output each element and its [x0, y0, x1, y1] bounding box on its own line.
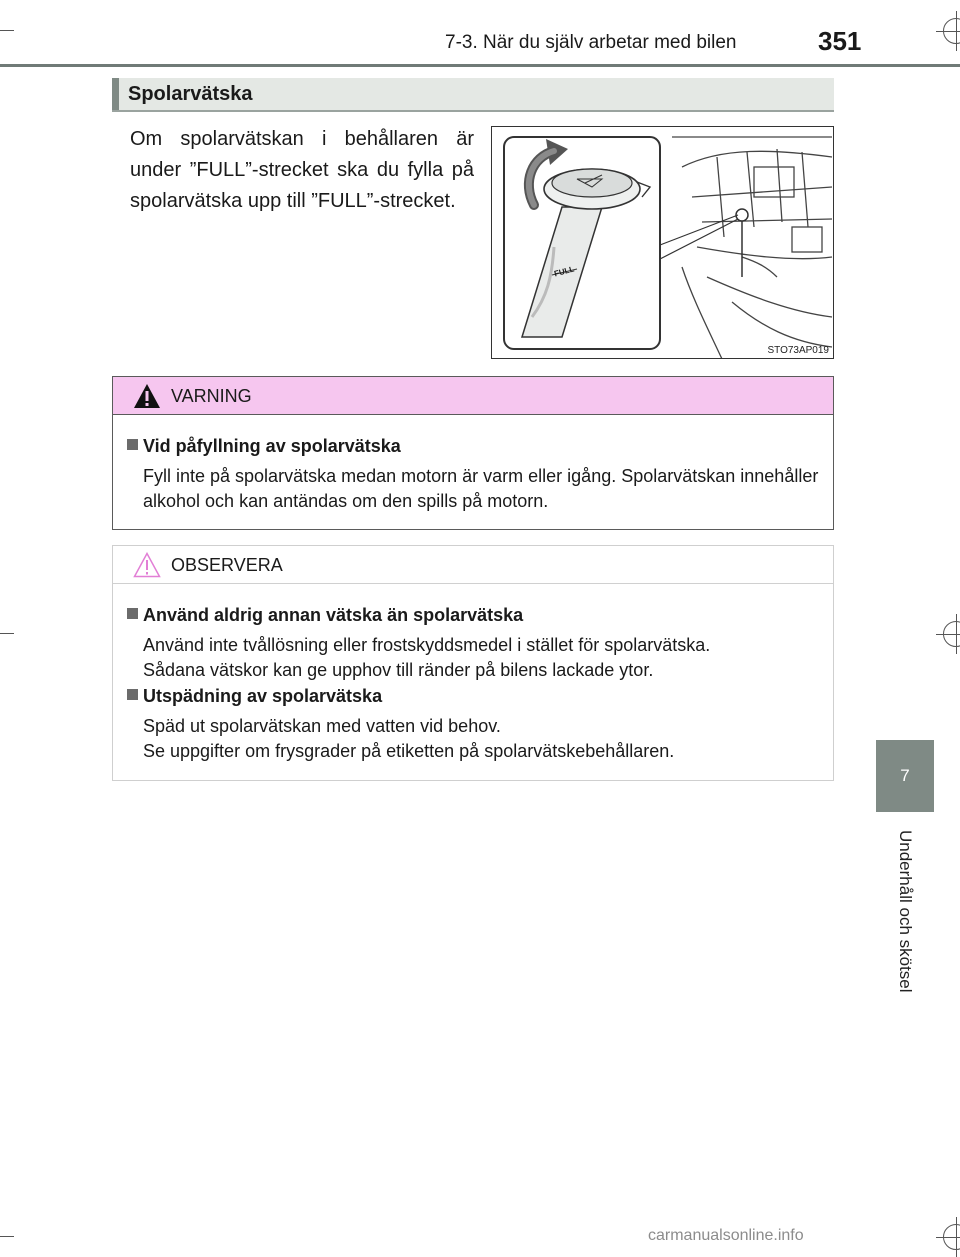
notice-item-line: Använd inte tvållösning eller frostskyddsmedel i stället för spolarvätska.	[143, 635, 711, 655]
crop-mark	[0, 633, 14, 634]
notice-item-title: Utspädning av spolarvätska	[143, 686, 383, 706]
notice-item	[127, 685, 821, 764]
section-body: Om spolarvätskan i behållaren är under ”FULL”-strecket ska du fylla på spolarvätska upp till ”FULL”-strecket.	[130, 128, 474, 212]
figure-code: STO73AP019	[767, 345, 829, 356]
warning-item-title: Vid påfyllning av spolarvätska	[143, 436, 401, 456]
chapter-title-vertical	[895, 830, 915, 1020]
notice-item-title: Använd aldrig annan vätska än spolarvätska	[143, 605, 524, 625]
chapter-tab[interactable]: 7	[876, 740, 934, 812]
bullet-square-icon	[127, 439, 138, 450]
chapter-title: Underhåll och skötsel	[896, 830, 915, 993]
bullet-square-icon	[127, 689, 138, 700]
section-title-bar	[112, 78, 834, 112]
notice-item	[127, 604, 821, 683]
registration-mark-icon	[943, 621, 960, 647]
notice-item-text	[127, 714, 821, 764]
crop-mark	[0, 1236, 14, 1237]
registration-mark-icon	[943, 1224, 960, 1250]
notice-box	[112, 545, 834, 781]
warning-label: VARNING	[171, 386, 252, 406]
registration-mark-icon	[943, 18, 960, 44]
notice-header	[113, 546, 833, 584]
crop-mark	[0, 30, 14, 31]
caution-triangle-icon	[133, 552, 161, 578]
page-number: 351	[818, 26, 862, 56]
footer-watermark[interactable]: carmanualsonline.info	[648, 1227, 804, 1244]
notice-item-line: Späd ut spolarvätskan med vatten vid behov.	[143, 716, 501, 736]
full-mark-label: FULL	[553, 264, 576, 279]
notice-label: OBSERVERA	[171, 555, 283, 575]
warning-triangle-icon	[133, 383, 161, 409]
reservoir-illustration	[491, 126, 834, 359]
warning-item-text: Fyll inte på spolarvätska medan motorn är varm eller igång. Spolarvätskan innehåller alkohol och kan antändas om den spills på motorn.	[143, 466, 819, 511]
notice-item-text	[127, 633, 821, 683]
notice-item-line: Sådana vätskor kan ge upphov till ränder på bilens lackade ytor.	[143, 660, 654, 680]
bullet-square-icon	[127, 608, 138, 619]
notice-item-line: Se uppgifter om frysgrader på etiketten på spolarvätskebehållaren.	[143, 741, 675, 761]
section-marker	[112, 78, 119, 110]
section-title: Spolarvätska	[128, 83, 253, 105]
washer-reservoir-drawing	[492, 127, 834, 359]
running-header: 7-3. När du själv arbetar med bilen	[445, 32, 737, 53]
warning-item	[127, 435, 821, 514]
warning-box	[112, 376, 834, 530]
warning-header	[113, 377, 833, 415]
header-rule	[0, 64, 960, 67]
